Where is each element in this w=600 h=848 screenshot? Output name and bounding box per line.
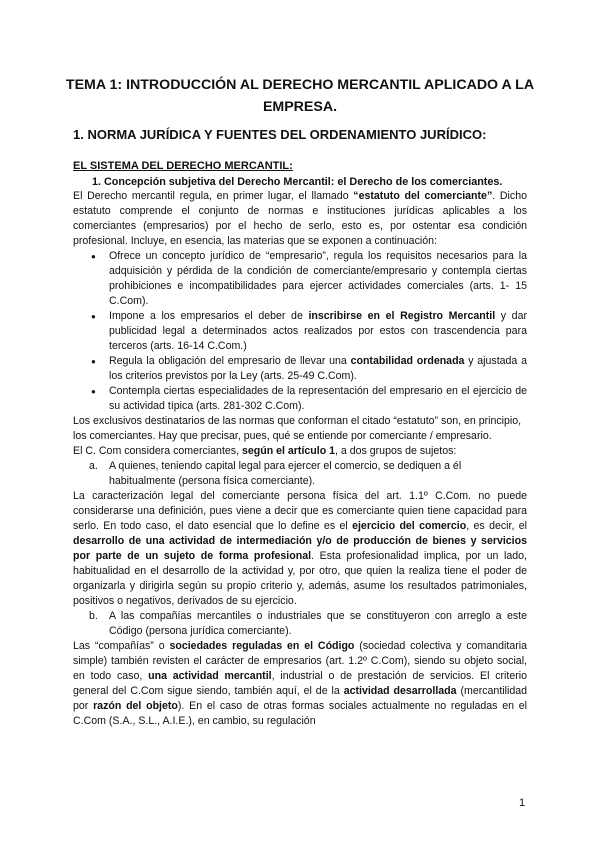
bullet-item — [73, 384, 527, 414]
list-marker: b. — [89, 610, 98, 622]
paragraph-companias — [73, 639, 527, 729]
section-heading: 1. NORMA JURÍDICA Y FUENTES DEL ORDENAMIENTO JURÍDICO: — [73, 127, 487, 142]
document-title: TEMA 1: INTRODUCCIÓN AL DERECHO MERCANTIL APLICADO A LA EMPRESA. — [65, 77, 535, 115]
p3-text-c: , a dos grupos de sujetos: — [335, 445, 457, 457]
p4-text-a: La caracterización legal del comerciante persona física del art. 1.1º C.Com. no puede considerarse una definición, pues viene a decir que es comerciante quien tiene capacidad para serlo. En todo caso, el dato esencial que lo define es el — [73, 490, 527, 532]
paragraph-destinatarios: Los exclusivos destinatarios de las normas que conforman el citado “estatuto” son, en principio, los comerciantes. Hay que precisar, pues, qué se entiende por comerciante / empresario. — [73, 415, 522, 442]
bullet-item — [73, 309, 527, 354]
bullet-list — [73, 249, 527, 414]
p4-bold-b: ejercicio del comercio — [352, 520, 467, 532]
list-marker: a. — [89, 460, 98, 472]
paragraph-estatuto — [73, 189, 527, 249]
lettered-list-a — [73, 459, 527, 489]
p5-bold-d: una actividad mercantil — [148, 670, 272, 682]
page-number: 1 — [519, 797, 526, 809]
p5-text-i: ). En el caso de otras formas sociales actualmente no reguladas en el C.Com (S.A., S.L., A.I.E.), en cambio, su regulación — [73, 700, 527, 727]
p4-text-e: . Esta profesionalidad implica, por un lado, habitualidad en el desarrollo de la actividad y, por otro, que quien la realiza tiene el poder de organizarla y dirigirla según su propio criterio y, además, asume los resultados patrimoniales, positivos o negativos, derivados de su ejercicio. — [73, 550, 527, 607]
p5-bold-f: actividad desarrollada — [343, 685, 457, 697]
p3-text-a: El C. Com considera comerciantes, — [73, 445, 242, 457]
body-text — [73, 189, 527, 729]
p5-text-a: Las “compañías” o — [73, 640, 170, 652]
paragraph-articulo-1 — [73, 444, 527, 459]
lettered-list-b — [73, 609, 527, 639]
p5-text-g: (mercantilidad por — [73, 685, 528, 712]
bullet-item — [73, 354, 527, 384]
p1-text-a: El Derecho mercantil regula, en primer lugar, el llamado — [73, 190, 354, 202]
bullet-bold: contabilidad ordenada — [350, 355, 465, 367]
lettered-item — [73, 459, 527, 489]
numbered-subheading: 1. Concepción subjetiva del Derecho Mercantil: el Derecho de los comerciantes. — [92, 176, 503, 188]
bullet-text: Regula la obligación del empresario de llevar una — [109, 355, 351, 367]
bullet-text: y ajustada a los criterios previstos por la Ley (arts. 25-49 C.Com). — [109, 355, 527, 382]
paragraph-persona-fisica — [73, 489, 527, 609]
bullet-text: y dar publicidad legal a determinados actos realizados por estos con trascendencia para terceros (arts. 16-14 C.Com.) — [109, 310, 527, 352]
p5-text-c: (sociedad colectiva y comanditaria simple) también revisten el carácter de empresarios (art. 1.2º C.Com), siendo su objeto social, en todo caso, — [73, 640, 528, 682]
bullet-text: Impone a los empresarios el deber de — [109, 310, 309, 322]
lettered-item — [73, 609, 527, 639]
p1-text-c: . Dicho estatuto comprende el conjunto de normas e instituciones jurídicas aplicables a los comerciantes (empresarios) por el hecho de serlo, esto es, por ostentar esa condición profesional. Incluye, en esencia, las materias que se exponen a continuación: — [73, 190, 527, 247]
bullet-text: Ofrece un concepto jurídico de “empresario”, regula los requisitos necesarios para la adquisición y pérdida de la condición de comerciante/empresario y contempla ciertas prohibiciones e incompatibilidades para ejercer actividades comerciales (arts. 1- 15 C.Com). — [109, 250, 527, 307]
bullet-bold: inscribirse en el Registro Mercantil — [308, 310, 496, 322]
bullet-text: Contempla ciertas especialidades de la representación del empresario en el ejercicio de su actividad típica (arts. 281-302 C.Com). — [109, 385, 527, 412]
lettered-item-text: A quienes, teniendo capital legal para ejercer el comercio, se dediquen a él habitualmente (persona física comerciante). — [109, 460, 462, 487]
p1-bold: “estatuto del comerciante” — [353, 190, 493, 202]
p5-bold-b: sociedades reguladas en el Código — [169, 640, 355, 652]
p5-text-e: , industrial o de prestación de servicios. El criterio general del C.Com sigue siendo, también aquí, el de la — [73, 670, 528, 697]
p3-bold: según el artículo 1 — [241, 445, 336, 457]
lettered-item-text: A las compañías mercantiles o industriales que se constituyeron con arreglo a este Código (persona jurídica comerciante). — [109, 610, 527, 637]
p4-text-c: , es decir, el — [466, 520, 527, 532]
p4-bold-d: desarrollo de una actividad de intermediación y/o de producción de bienes y servicios por parte de un sujeto de forma profesional — [73, 535, 527, 562]
bullet-item — [73, 249, 527, 309]
subsection-heading: EL SISTEMA DEL DERECHO MERCANTIL: — [73, 160, 293, 172]
p5-bold-h: razón del objeto — [93, 700, 178, 712]
